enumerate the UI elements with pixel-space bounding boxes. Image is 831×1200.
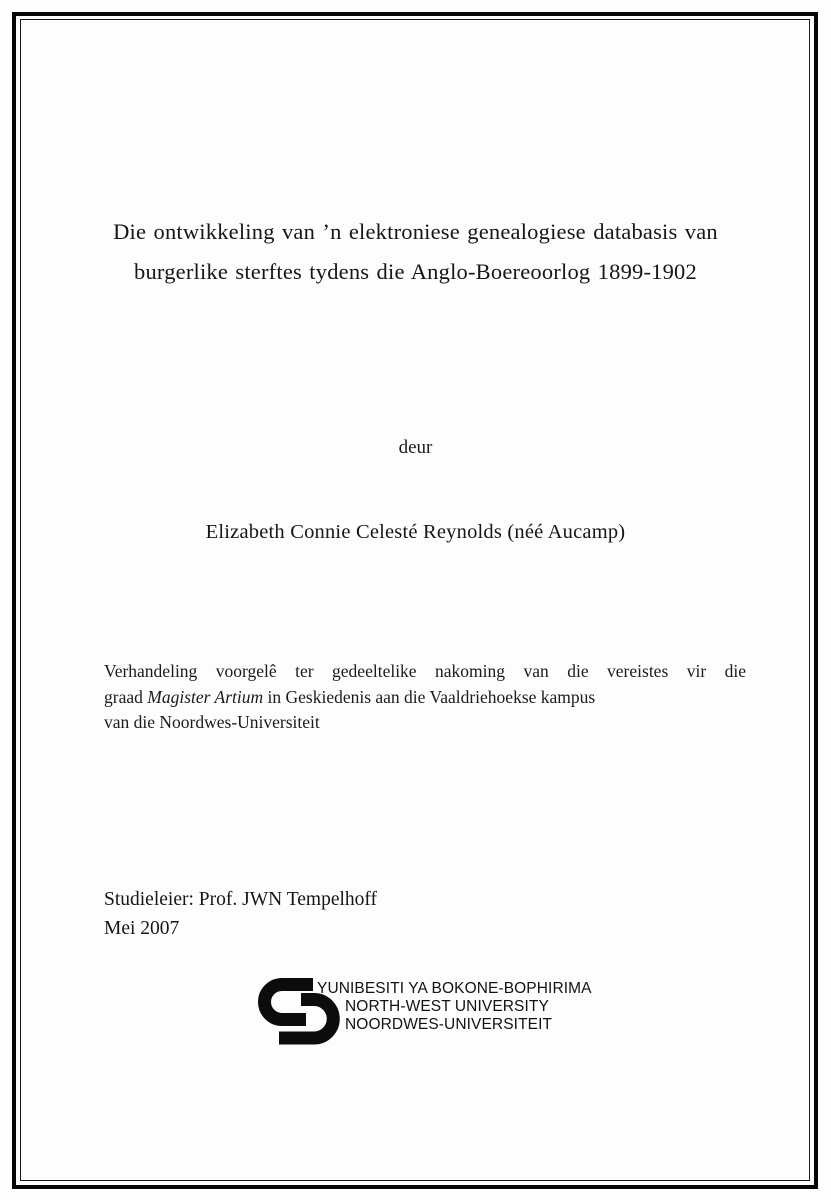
nwu-logo-text: [317, 980, 592, 1034]
degree-statement-line-3: van die Noordwes-Universiteit: [104, 712, 320, 732]
author-name: Elizabeth Connie Celesté Reynolds (néé Aucamp): [205, 521, 626, 543]
nwu-logo-text-english: NORTH-WEST UNIVERSITY: [345, 998, 549, 1015]
degree-statement-line-2-post: in Geskiedenis aan die Vaaldriehoekse kampus: [263, 686, 596, 707]
nwu-logo: [257, 975, 592, 1050]
degree-statement: [104, 659, 746, 736]
supervisor-block: [104, 886, 377, 943]
byline-deur: deur: [398, 437, 433, 458]
degree-statement-line-2: [104, 685, 746, 711]
thesis-title-line-2: burgerlike sterftes tydens die Anglo-Boereoorlog 1899-1902: [134, 259, 697, 284]
degree-statement-line-2-pre: graad: [104, 686, 148, 707]
degree-statement-line-1: Verhandeling voorgelê ter gedeeltelike nakoming van die vereistes vir die: [104, 661, 746, 681]
date-line: Mei 2007: [104, 917, 180, 939]
nwu-logo-text-afrikaans: NOORDWES-UNIVERSITEIT: [345, 1016, 553, 1033]
degree-name-italic: Magister Artium: [147, 686, 264, 707]
thesis-title: [60, 212, 771, 292]
thesis-title-line-1: Die ontwikkeling van ’n elektroniese genealogiese databasis van: [113, 219, 718, 244]
nwu-logo-text-setswana: YUNIBESITI YA BOKONE-BOPHIRIMA: [317, 980, 592, 997]
supervisor-line: Studieleier: Prof. JWN Tempelhoff: [104, 889, 378, 910]
